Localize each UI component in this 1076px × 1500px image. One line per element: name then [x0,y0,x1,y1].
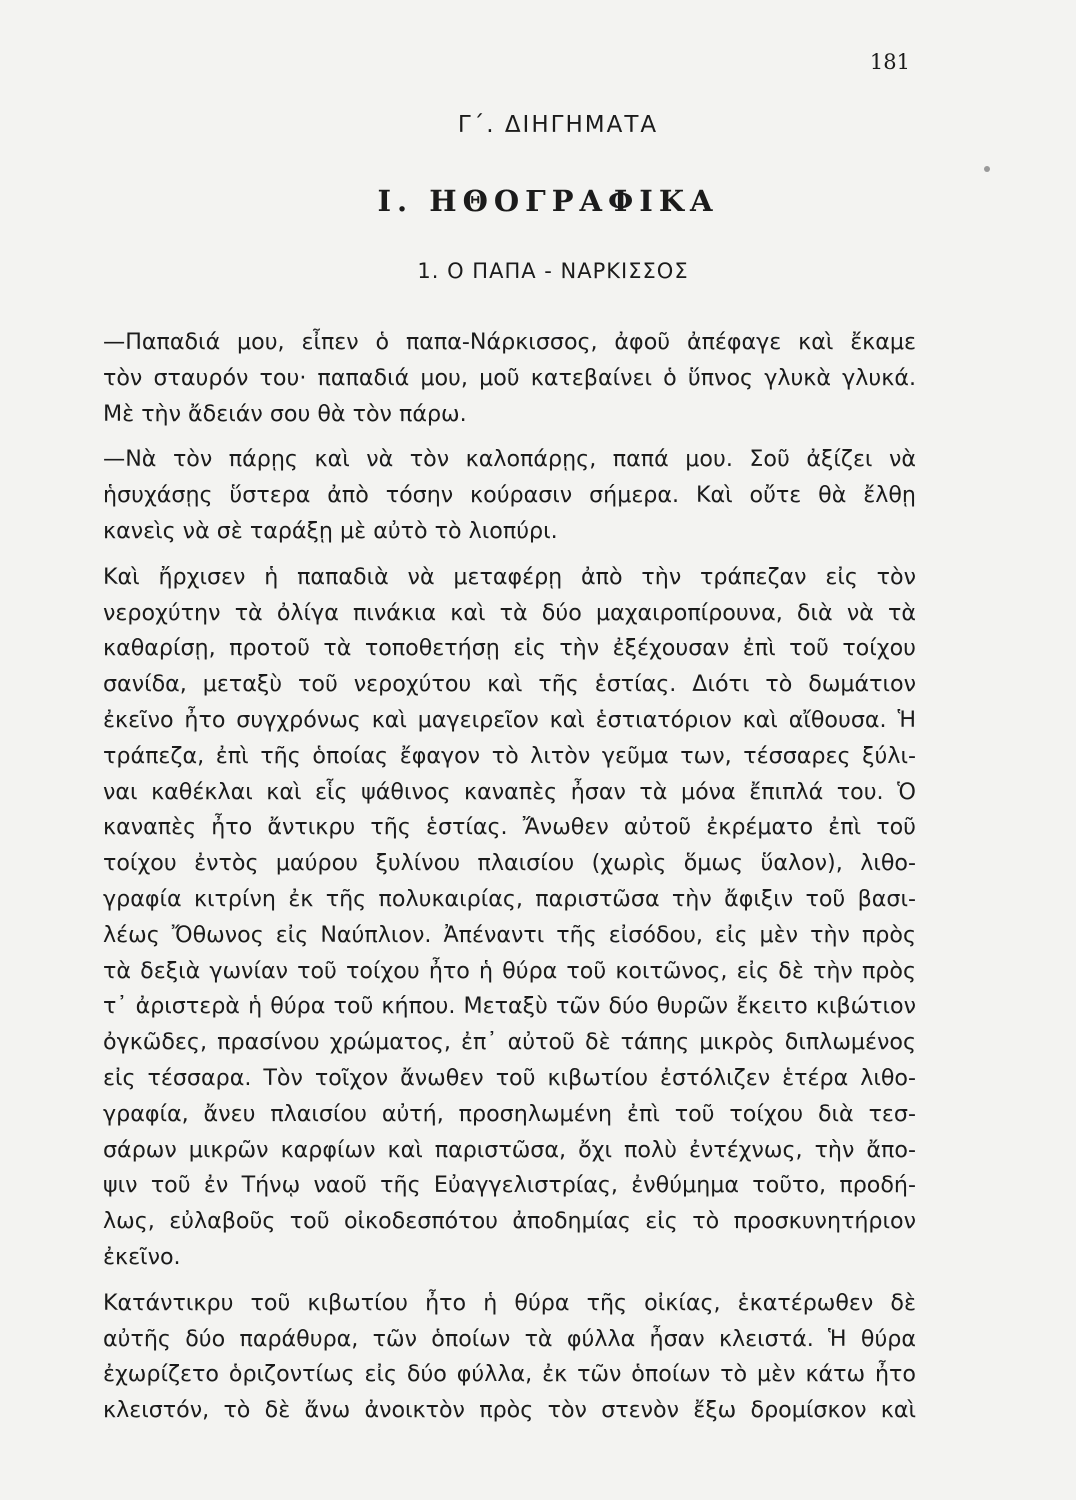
text-line: Καὶ ἤρχισεν ἡ παπαδιὰ νὰ μεταφέρῃ ἀπὸ τὴν τράπεζαν εἰς τὸν [103,563,916,590]
text-line: ἐκεῖνο ἦτο συγχρόνως καὶ μαγειρεῖον καὶ ἑστιατόριον καὶ αἴθουσα. Ἡ [103,706,916,733]
text-line: κλειστόν, τὸ δὲ ἄνω ἀνοικτὸν πρὸς τὸν στενὸν ἔξω δρομίσκον καὶ [103,1397,916,1424]
text-line: —Νὰ τὸν πάρῃς καὶ νὰ τὸν καλοπάρῃς, παπά μου. Σοῦ ἀξίζει νὰ [103,446,916,473]
section-title: Γ΄. ΔΙΗΓΗΜΑΤΑ [457,112,659,138]
text-line: τὰ δεξιὰ γωνίαν τοῦ τοίχου ἦτο ἡ θύρα τοῦ κοιτῶνος, εἰς δὲ τὴν πρὸς [103,957,916,984]
text-line: γραφία κιτρίνη ἐκ τῆς πολυκαιρίας, παριστῶσα τὴν ἄφιξιν τοῦ βασι- [103,885,916,912]
paragraph [103,325,916,432]
text-line: ναι καθέκλαι καὶ εἷς ψάθινος καναπὲς ἦσαν τὰ μόνα ἔπιπλά του. Ὁ [103,778,916,805]
text-line: σάρων μικρῶν καρφίων καὶ παριστῶσα, ὄχι πολὺ ἐντέχνως, τὴν ἄπο- [103,1136,916,1163]
text-line: γραφία, ἄνευ πλαισίου αὐτή, προσηλωμένη ἐπὶ τοῦ τοίχου διὰ τεσ- [103,1100,916,1127]
text-line: ἐχωρίζετο ὁριζοντίως εἰς δύο φύλλα, ἐκ τῶν ὁποίων τὸ μὲν κάτω ἦτο [103,1361,916,1388]
text-line: νεροχύτην τὰ ὀλίγα πινάκια καὶ τὰ δύο μαχαιροπίρουνα, διὰ νὰ τὰ [103,599,916,626]
paragraph [103,1286,916,1429]
text-line: καναπὲς ἦτο ἄντικρυ τῆς ἑστίας. Ἄνωθεν αὐτοῦ ἐκρέματο ἐπὶ τοῦ [103,814,916,841]
text-line: εἰς τέσσαρα. Τὸν τοῖχον ἄνωθεν τοῦ κιβωτίου ἐστόλιζεν ἑτέρα λιθο- [103,1064,916,1091]
paragraph [103,560,916,1276]
text-line: κανεὶς νὰ σὲ ταράξῃ μὲ αὐτὸ τὸ λιοπύρι. [103,517,558,544]
text-line: ψιν τοῦ ἐν Τήνῳ ναοῦ τῆς Εὐαγγελιστρίας, ἐνθύμημα τοῦτο, προδή- [103,1172,916,1199]
text-line: ἡσυχάσῃς ὕστερα ἀπὸ τόσην κούρασιν σήμερα. Καὶ οὔτε θὰ ἔλθῃ [103,482,916,509]
text-line: καθαρίσῃ, προτοῦ τὰ τοποθετήσῃ εἰς τὴν ἐξέχουσαν ἐπὶ τοῦ τοίχου [103,635,916,662]
text-line: λέως Ὄθωνος εἰς Ναύπλιον. Ἀπέναντι τῆς εἰσόδου, εἰς μὲν τὴν πρὸς [103,921,916,948]
body-text [103,325,916,1429]
text-line: ἐκεῖνο. [103,1243,181,1270]
text-line: τ᾽ ἀριστερὰ ἡ θύρα τοῦ κήπου. Μεταξὺ τῶν δύο θυρῶν ἔκειτο κιβώτιον [103,993,916,1020]
text-line: σανίδα, μεταξὺ τοῦ νεροχύτου καὶ τῆς ἑστίας. Διότι τὸ δωμάτιον [103,671,916,698]
text-line: Κατάντικρυ τοῦ κιβωτίου ἦτο ἡ θύρα τῆς οἰκίας, ἑκατέρωθεν δὲ [103,1289,916,1316]
chapter-title: Ι. ΗΘΟΓΡΑΦΙΚΑ [377,184,719,218]
paragraph [103,442,916,549]
text-line: αὐτῆς δύο παράθυρα, τῶν ὁποίων τὰ φύλλα ἦσαν κλειστά. Ἡ θύρα [103,1325,916,1352]
print-speck [984,166,990,172]
text-line: λως, εὐλαβοῦς τοῦ οἰκοδεσπότου ἀποδημίας εἰς τὸ προσκυνητήριον [103,1208,916,1235]
text-line: ὀγκῶδες, πρασίνου χρώματος, ἐπ᾽ αὐτοῦ δὲ τάπης μικρὸς διπλωμένος [103,1029,916,1056]
text-line: τοίχου ἐντὸς μαύρου ξυλίνου πλαισίου (χωρὶς ὅμως ὕαλον), λιθο- [103,850,916,877]
text-line: Μὲ τὴν ἄδειάν σου θὰ τὸν πάρω. [103,400,467,427]
page-number: 181 [869,50,910,74]
text-line: —Παπαδιά μου, εἶπεν ὁ παπα-Νάρκισσος, ἀφοῦ ἀπέφαγε καὶ ἔκαμε [103,329,916,355]
story-title: 1. Ο ΠΑΠΑ - ΝΑΡΚΙΣΣΟΣ [417,259,689,283]
text-line: τὸν σταυρόν του· παπαδιά μου, μοῦ κατεβαίνει ὁ ὕπνος γλυκὰ γλυκά. [103,364,916,391]
text-line: τράπεζα, ἐπὶ τῆς ὁποίας ἔφαγον τὸ λιτὸν γεῦμα των, τέσσαρες ξύλι- [103,742,916,769]
